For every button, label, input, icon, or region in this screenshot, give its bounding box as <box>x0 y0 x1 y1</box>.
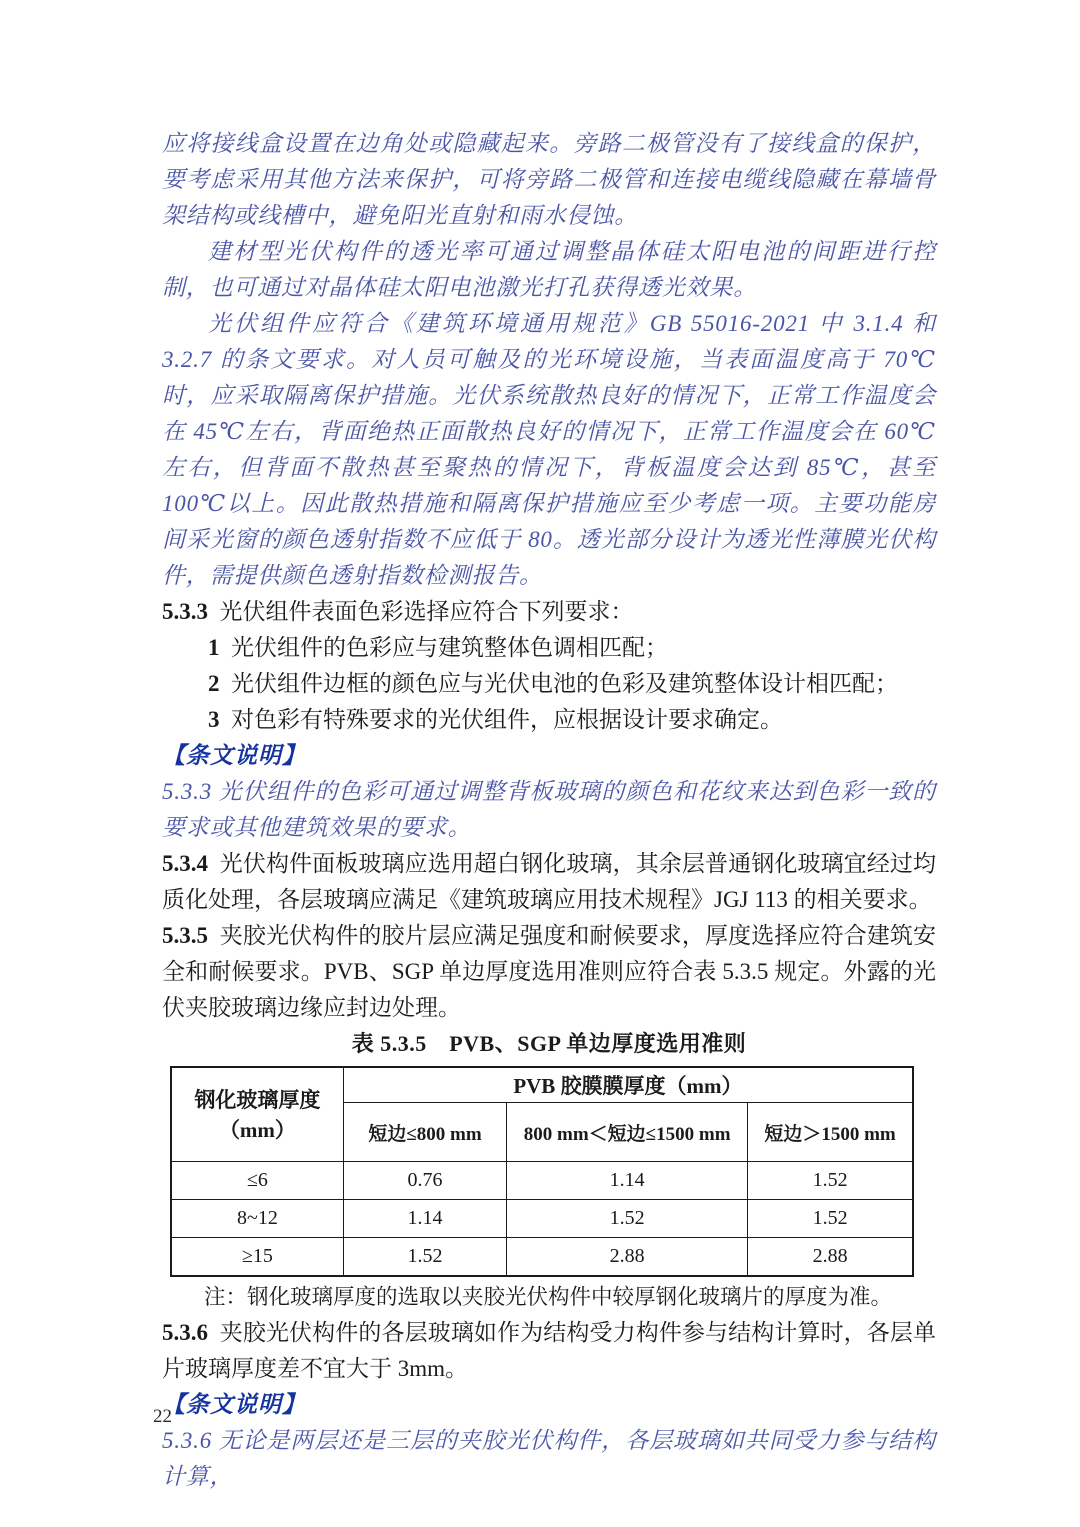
page-content <box>162 126 936 1495</box>
clause-5-3-5-text: 夹胶光伏构件的胶片层应满足强度和耐候要求，厚度选择应符合建筑安全和耐候要求。PVB、SGP 单边厚度选用准则应符合表 5.3.5 规定。外露的光伏夹胶玻璃边缘应封边处理。 <box>162 923 936 1020</box>
cell-le6-v1: 0.76 <box>343 1162 506 1200</box>
clause-5-3-4-number: 5.3.4 <box>162 851 208 876</box>
commentary-paragraph-junction-box: 应将接线盒设置在边角处或隐藏起来。旁路二极管没有了接线盒的保护，要考虑采用其他方法来保护，可将旁路二极管和连接电缆线隐藏在幕墙骨架结构或线槽中，避免阳光直射和雨水侵蚀。 <box>162 131 936 228</box>
header-glass-thickness-line1: 钢化玻璃厚度 <box>194 1087 321 1112</box>
table-row-le6 <box>171 1162 913 1200</box>
cell-glass-ge15: ≥15 <box>171 1238 343 1277</box>
table-5-3-5 <box>170 1066 914 1277</box>
cell-ge15-v2: 2.88 <box>507 1238 748 1277</box>
explanation-label-1: 【条文说明】 <box>162 743 306 768</box>
cell-8-12-v1: 1.14 <box>343 1200 506 1238</box>
commentary-5-3-6: 5.3.6 无论是两层还是三层的夹胶光伏构件，各层玻璃如共同受力参与结构计算， <box>162 1428 936 1489</box>
clause-5-3-4-text: 光伏构件面板玻璃应选用超白钢化玻璃，其余层普通钢化玻璃宜经过均质化处理，各层玻璃应满足《建筑玻璃应用技术规程》JGJ 113 的相关要求。 <box>162 851 936 912</box>
clause-5-3-6 <box>162 1315 936 1387</box>
header-glass-thickness <box>171 1067 343 1162</box>
clause-5-3-5-number: 5.3.5 <box>162 923 208 948</box>
table-5-3-5-title: 表 5.3.5 PVB、SGP 单边厚度选用准则 <box>351 1031 747 1056</box>
cell-le6-v2: 1.14 <box>507 1162 748 1200</box>
clause-5-3-3-item-3 <box>162 702 936 738</box>
clause-5-3-5 <box>162 918 936 1026</box>
header-short-edge-le-800: 短边≤800 mm <box>343 1103 506 1162</box>
clause-5-3-3-item-2 <box>162 666 936 702</box>
cell-ge15-v3: 2.88 <box>748 1238 913 1277</box>
table-header-group-row <box>171 1067 913 1103</box>
header-short-edge-gt-1500: 短边＞1500 mm <box>748 1103 913 1162</box>
cell-8-12-v2: 1.52 <box>507 1200 748 1238</box>
explanation-label-2: 【条文说明】 <box>162 1392 306 1417</box>
cell-glass-le6: ≤6 <box>171 1162 343 1200</box>
commentary-paragraph-translucency: 建材型光伏构件的透光率可通过调整晶体硅太阳电池的间距进行控制，也可通过对晶体硅太阳电池激光打孔获得透光效果。 <box>162 239 936 300</box>
item-1-text: 光伏组件的色彩应与建筑整体色调相匹配； <box>231 635 668 660</box>
clause-5-3-4 <box>162 846 936 918</box>
clause-5-3-3-text: 光伏组件表面色彩选择应符合下列要求： <box>219 599 634 624</box>
clause-5-3-3-item-1 <box>162 630 936 666</box>
item-2-number: 2 <box>208 671 220 696</box>
page-number: 22 <box>153 1406 172 1427</box>
clause-5-3-6-number: 5.3.6 <box>162 1320 208 1345</box>
clause-5-3-3 <box>162 594 936 630</box>
cell-le6-v3: 1.52 <box>748 1162 913 1200</box>
commentary-5-3-3: 5.3.3 光伏组件的色彩可通过调整背板玻璃的颜色和花纹来达到色彩一致的要求或其他建筑效果的要求。 <box>162 779 936 840</box>
table-row-8-12 <box>171 1200 913 1238</box>
cell-glass-8-12: 8~12 <box>171 1200 343 1238</box>
cell-8-12-v3: 1.52 <box>748 1200 913 1238</box>
table-row-ge15 <box>171 1238 913 1277</box>
item-3-text: 对色彩有特殊要求的光伏组件，应根据设计要求确定。 <box>231 707 783 732</box>
header-short-edge-800-1500: 800 mm＜短边≤1500 mm <box>507 1103 748 1162</box>
table-5-3-5-note: 注：钢化玻璃厚度的选取以夹胶光伏构件中较厚钢化玻璃片的厚度为准。 <box>204 1285 893 1309</box>
item-3-number: 3 <box>208 707 220 732</box>
clause-5-3-3-number: 5.3.3 <box>162 599 208 624</box>
item-2-text: 光伏组件边框的颜色应与光伏电池的色彩及建筑整体设计相匹配； <box>231 671 898 696</box>
item-1-number: 1 <box>208 635 220 660</box>
commentary-paragraph-temperature: 光伏组件应符合《建筑环境通用规范》GB 55016-2021 中 3.1.4 和 3.2.7 的条文要求。对人员可触及的光环境设施，当表面温度高于 70℃时，应采取隔离保护措施。光伏系统散热良好的情况下，正常工作温度会在 45℃左右，背面绝热正面散热良好的情况下，正常工作温度会在 60℃左右，但背面不散热甚至聚热的情况下，背板温度会达到 85℃，甚至 100℃以上。因此散热措施和隔离保护措施应至少考虑一项。主要功能房间采光窗的颜色透射指数不应低于 80。透光部分设计为透光性薄膜光伏构件，需提供颜色透射指数检测报告。 <box>162 311 936 588</box>
header-glass-thickness-line2: （mm） <box>218 1117 296 1142</box>
cell-ge15-v1: 1.52 <box>343 1238 506 1277</box>
clause-5-3-6-text: 夹胶光伏构件的各层玻璃如作为结构受力构件参与结构计算时，各层单片玻璃厚度差不宜大于 3mm。 <box>162 1320 936 1381</box>
header-pvb-film-thickness: PVB 胶膜膜厚度（mm） <box>343 1067 913 1103</box>
